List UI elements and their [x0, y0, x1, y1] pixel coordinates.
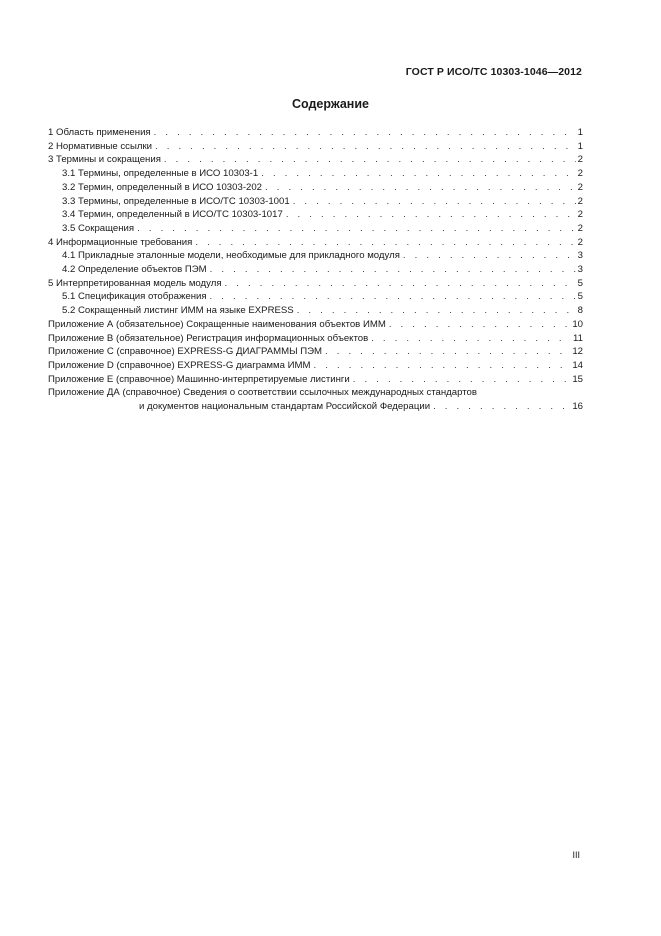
toc-entry-label: 3.4 Термин, определенный в ИСО/ТС 10303-1017 [62, 209, 283, 221]
toc-entry-3-2[interactable] [48, 181, 583, 195]
toc-entry-annex-da-continuation[interactable] [48, 400, 583, 414]
toc-leader-dots [152, 140, 576, 154]
toc-leader-dots [258, 167, 575, 181]
toc-entry-annex-a[interactable] [48, 318, 583, 332]
toc-entry-label: 3.5 Сокращения [62, 222, 135, 234]
toc-entry-label: 3.3 Термины, определенные в ИСО/ТС 10303-1001 [62, 195, 290, 207]
toc-entry-annex-b[interactable] [48, 332, 583, 346]
table-of-contents [48, 126, 583, 414]
toc-leader-dots [290, 195, 576, 209]
toc-entry-page: 11 [573, 332, 583, 344]
toc-entry-interpreted-module-model[interactable] [48, 277, 583, 291]
toc-entry-label: 5.1 Спецификация отображения [62, 291, 207, 303]
toc-entry-3-4[interactable] [48, 208, 583, 222]
toc-entry-area-of-application[interactable] [48, 126, 583, 140]
toc-leader-dots [151, 126, 576, 140]
toc-entry-page: 2 [577, 168, 583, 180]
toc-entry-label: 3.2 Термин, определенный в ИСО 10303-202 [62, 181, 263, 193]
toc-entry-label: 5 Интерпретированная модель модуля [48, 277, 222, 289]
toc-entry-label: 4.2 Определение объектов ПЭМ [62, 264, 207, 276]
toc-entry-page: 2 [577, 222, 583, 234]
toc-entry-label: 4.1 Прикладные эталонные модели, необходимые для прикладного модуля [62, 250, 400, 262]
toc-entry-page: 2 [577, 154, 583, 166]
toc-leader-dots [192, 236, 575, 250]
toc-entry-page: 8 [577, 305, 583, 317]
toc-entry-5-1[interactable] [48, 290, 583, 304]
toc-entry-label: Приложение С (справочное) EXPRESS-G ДИАГРАММЫ ПЭМ [48, 346, 323, 358]
toc-entry-label: 2 Нормативные ссылки [48, 140, 153, 152]
toc-entry-label: Приложение D (справочное) EXPRESS-G диаграмма ИММ [48, 359, 311, 371]
toc-leader-dots [161, 153, 576, 167]
toc-entry-page: 10 [572, 318, 583, 330]
toc-entry-page: 5 [577, 277, 583, 289]
toc-leader-dots [207, 263, 576, 277]
toc-leader-dots [222, 277, 576, 291]
toc-entry-page: 1 [577, 127, 583, 138]
toc-leader-dots [311, 359, 571, 373]
toc-entry-label: Приложение Е (справочное) Машинно-интерпретируемые листинги [48, 373, 350, 385]
toc-leader-dots [134, 222, 576, 236]
toc-entry-page: 16 [572, 401, 583, 413]
toc-entry-5-2[interactable] [48, 304, 583, 318]
toc-leader-dots [400, 249, 576, 263]
toc-leader-dots [283, 208, 576, 222]
toc-entry-4-2[interactable] [48, 263, 583, 277]
toc-entry-label: 3 Термины и сокращения [48, 154, 161, 166]
toc-leader-dots [207, 290, 576, 304]
toc-entry-page: 15 [572, 373, 583, 385]
toc-entry-3-5[interactable] [48, 222, 583, 236]
document-header: ГОСТ Р ИСО/ТС 10303-1046—2012 [405, 66, 582, 78]
toc-leader-dots [368, 332, 571, 346]
toc-entry-label: 4 Информационные требования [48, 236, 193, 248]
toc-leader-dots [262, 181, 576, 195]
toc-entry-page: 2 [577, 195, 583, 207]
toc-entry-information-requirements[interactable] [48, 236, 583, 250]
toc-entry-page: 5 [577, 291, 583, 303]
toc-entry-label: Приложение В (обязательное) Регистрация информационных объектов [48, 332, 369, 344]
toc-entry-label: 5.2 Сокращенный листинг ИММ на языке EXPRESS [62, 305, 294, 317]
toc-leader-dots [350, 373, 571, 387]
toc-entry-label: 3.1 Термины, определенные в ИСО 10303-1 [62, 168, 259, 180]
toc-leader-dots [430, 400, 570, 414]
toc-leader-dots [322, 345, 570, 359]
toc-entry-label: Приложение ДА (справочное) Сведения о соответствии ссылочных международных стандартов [48, 387, 477, 399]
toc-entry-page: 3 [577, 250, 583, 262]
toc-entry-label: 1 Область применения [48, 127, 151, 138]
toc-entry-annex-c[interactable] [48, 345, 583, 359]
toc-entry-page: 2 [577, 181, 583, 193]
toc-entry-4-1[interactable] [48, 249, 583, 263]
toc-entry-label: и документов национальным стандартам Российской Федерации [139, 401, 431, 413]
toc-entry-annex-d[interactable] [48, 359, 583, 373]
toc-entry-normative-references[interactable] [48, 140, 583, 154]
toc-entry-terms[interactable] [48, 153, 583, 167]
page-number: III [572, 850, 580, 860]
toc-entry-page: 2 [577, 236, 583, 248]
toc-entry-3-3[interactable] [48, 195, 583, 209]
toc-entry-annex-e[interactable] [48, 373, 583, 387]
toc-entry-page: 3 [577, 264, 583, 276]
toc-title: Содержание [291, 97, 369, 111]
toc-leader-dots [294, 304, 576, 318]
toc-entry-annex-da[interactable] [48, 386, 583, 400]
toc-entry-3-1[interactable] [48, 167, 583, 181]
toc-entry-page: 1 [577, 140, 583, 152]
toc-entry-page: 14 [572, 359, 583, 371]
toc-leader-dots [386, 318, 571, 332]
toc-entry-page: 12 [572, 346, 583, 358]
toc-entry-page: 2 [577, 209, 583, 221]
toc-entry-label: Приложение А (обязательное) Сокращенные наименования объектов ИММ [48, 318, 386, 330]
